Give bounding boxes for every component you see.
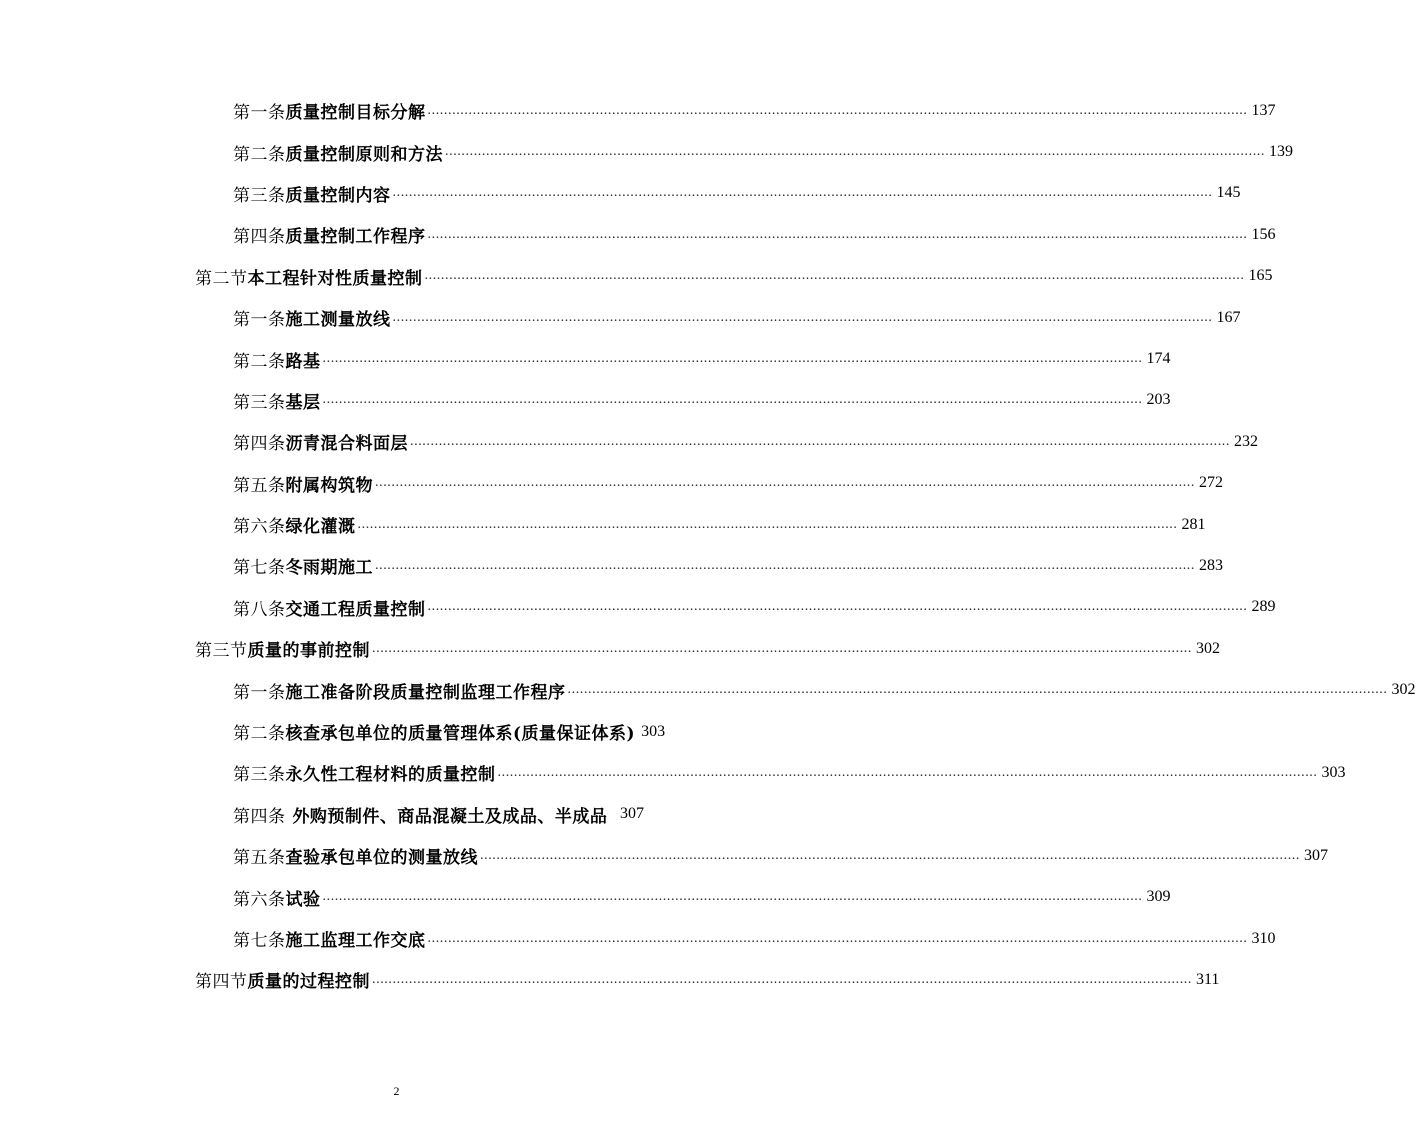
toc-article-entry[interactable] <box>0 297 1241 338</box>
toc-entry-title: 质量控制内容 <box>285 185 391 206</box>
table-of-contents <box>0 90 1416 1001</box>
toc-entry-page: 302 <box>1196 639 1220 657</box>
dot-leader: ........................................................................................................................................................................................................ <box>410 433 1230 449</box>
dot-leader: ........................................................................................................................................................................................................ <box>392 185 1213 201</box>
dot-leader: ........................................................................................................................................................................................................ <box>567 682 1388 698</box>
dot-leader: ........................................................................................................................................................................................................ <box>322 392 1143 408</box>
dot-leader: ........................................................................................................................................................................................................ <box>445 144 1265 160</box>
dot-leader: ........................................................................................................................................................................................................ <box>372 640 1192 656</box>
toc-entry-title: 外购预制件、商品混凝土及成品、半成品 <box>292 806 608 827</box>
toc-entry-page: 309 <box>1146 888 1171 906</box>
toc-article-entry[interactable] <box>0 752 1346 793</box>
dot-leader: ........................................................................................................................................................................................................ <box>375 557 1195 573</box>
toc-entry-title: 质量控制工作程序 <box>285 227 426 248</box>
toc-section-entry[interactable] <box>0 628 1220 669</box>
toc-article-entry[interactable] <box>0 711 793 752</box>
toc-entry-page: 303 <box>1321 763 1346 781</box>
toc-entry-title: 质量控制原则和方法 <box>285 144 443 165</box>
dot-leader: ........................................................................................................................................................................................................ <box>427 226 1248 242</box>
toc-entry-label: 第七条 <box>233 931 286 951</box>
dot-leader: ........................................................................................................................................................................................................ <box>357 516 1178 532</box>
toc-entry-page: 203 <box>1146 391 1171 409</box>
toc-entry-title: 施工测量放线 <box>285 310 391 331</box>
toc-entry-title: 路基 <box>285 351 321 372</box>
toc-article-entry[interactable] <box>0 214 1276 255</box>
toc-entry-label: 第三节 <box>195 641 248 662</box>
toc-entry-label: 第五条 <box>233 848 286 869</box>
toc-article-entry[interactable] <box>0 380 1171 421</box>
toc-entry-label: 第四条 <box>233 806 286 827</box>
toc-entry-label: 第二条 <box>233 351 286 372</box>
toc-entry-page: 310 <box>1251 929 1276 947</box>
page-number: 2 <box>393 1084 400 1098</box>
dot-leader: ........................................................................................................................................................................................................ <box>375 475 1195 491</box>
dot-leader: ........................................................................................................................................................................................................ <box>427 102 1248 118</box>
dot-leader: ........................................................................................................................................................................................................ <box>372 971 1192 987</box>
toc-entry-title: 交通工程质量控制 <box>285 599 426 620</box>
toc-article-entry[interactable] <box>0 794 793 835</box>
toc-article-entry[interactable] <box>0 90 1276 131</box>
toc-entry-page: 145 <box>1216 184 1241 202</box>
toc-entry-page: 302 <box>1391 681 1416 699</box>
toc-entry-page: 281 <box>1181 515 1206 533</box>
dot-leader: ........................................................................................................................................................................................................ <box>427 599 1248 615</box>
toc-entry-label: 第二条 <box>233 144 286 165</box>
toc-article-entry[interactable] <box>0 131 1293 172</box>
toc-article-entry[interactable] <box>0 421 1258 462</box>
toc-entry-page: 167 <box>1216 308 1241 326</box>
toc-entry-page: 165 <box>1248 267 1273 285</box>
toc-entry-page: 137 <box>1251 101 1276 119</box>
toc-entry-page: 307 <box>620 805 644 823</box>
toc-entry-label: 第一条 <box>233 310 286 331</box>
toc-entry-label: 第一条 <box>233 103 286 124</box>
toc-entry-title: 试验 <box>285 889 321 910</box>
toc-entry-label: 第六条 <box>233 889 286 910</box>
toc-entry-title: 质量控制目标分解 <box>285 103 426 124</box>
toc-entry-page: 283 <box>1199 556 1223 574</box>
dot-leader: ........................................................................................................................................................................................................ <box>497 764 1318 780</box>
toc-article-entry[interactable] <box>0 545 1223 586</box>
toc-entry-label: 第四节 <box>195 972 248 993</box>
dot-leader: ........................................................................................................................................................................................................ <box>322 351 1143 367</box>
toc-entry-label: 第四条 <box>233 227 286 248</box>
toc-entry-label: 第八条 <box>233 599 286 620</box>
toc-entry-label: 第六条 <box>233 517 286 538</box>
dot-leader: ........................................................................................................................................................................................................ <box>424 268 1245 284</box>
dot-leader: ........................................................................................................................................................................................................ <box>427 930 1248 946</box>
toc-entry-label: 第三条 <box>233 185 286 206</box>
toc-entry-label: 第二节 <box>195 268 248 289</box>
toc-article-entry[interactable] <box>0 876 1171 917</box>
toc-entry-page: 289 <box>1251 598 1276 616</box>
toc-article-entry[interactable] <box>0 463 1223 504</box>
toc-entry-title: 永久性工程材料的质量控制 <box>285 765 496 786</box>
toc-entry-label: 第三条 <box>233 765 286 786</box>
toc-article-entry[interactable] <box>0 338 1171 379</box>
toc-article-entry[interactable] <box>0 587 1276 628</box>
toc-entry-page: 232 <box>1234 432 1258 450</box>
toc-entry-title: 本工程针对性质量控制 <box>247 268 423 289</box>
toc-entry-title: 核查承包单位的质量管理体系(质量保证体系) <box>285 724 636 745</box>
toc-entry-title: 质量的事前控制 <box>247 641 370 662</box>
toc-article-entry[interactable] <box>0 173 1241 214</box>
toc-entry-page: 139 <box>1269 143 1293 161</box>
toc-article-entry[interactable] <box>0 918 1276 959</box>
toc-entry-label: 第三条 <box>233 392 286 413</box>
toc-entry-title: 基层 <box>285 392 321 413</box>
toc-section-entry[interactable] <box>0 256 1273 297</box>
toc-entry-page: 272 <box>1199 474 1223 492</box>
toc-article-entry[interactable] <box>0 835 1328 876</box>
toc-entry-page: 311 <box>1196 970 1220 988</box>
toc-entry-label: 第一条 <box>233 682 286 703</box>
toc-entry-label: 第五条 <box>233 475 286 496</box>
toc-section-entry[interactable] <box>0 959 1220 1000</box>
toc-entry-page: 156 <box>1251 225 1276 243</box>
toc-article-entry[interactable] <box>0 669 1416 710</box>
toc-entry-title: 施工监理工作交底 <box>285 931 426 951</box>
toc-entry-title: 查验承包单位的测量放线 <box>285 848 478 869</box>
toc-entry-title: 沥青混合料面层 <box>285 434 408 455</box>
toc-entry-title: 冬雨期施工 <box>285 558 373 579</box>
dot-leader: ........................................................................................................................................................................................................ <box>480 847 1300 863</box>
dot-leader: ........................................................................................................................................................................................................ <box>322 889 1143 905</box>
toc-entry-label: 第四条 <box>233 434 286 455</box>
toc-entry-page: 174 <box>1146 350 1171 368</box>
dot-leader: ........................................................................................................................................................................................................ <box>392 309 1213 325</box>
toc-entry-label: 第二条 <box>233 724 286 745</box>
toc-entry-title: 质量的过程控制 <box>247 972 370 993</box>
toc-entry-title: 附属构筑物 <box>285 475 373 496</box>
toc-entry-title: 施工准备阶段质量控制监理工作程序 <box>285 682 566 703</box>
toc-entry-page: 307 <box>1304 846 1328 864</box>
toc-entry-page: 303 <box>641 722 666 740</box>
toc-entry-label: 第七条 <box>233 558 286 579</box>
toc-entry-title: 绿化灌溉 <box>285 517 356 538</box>
toc-article-entry[interactable] <box>0 504 1206 545</box>
